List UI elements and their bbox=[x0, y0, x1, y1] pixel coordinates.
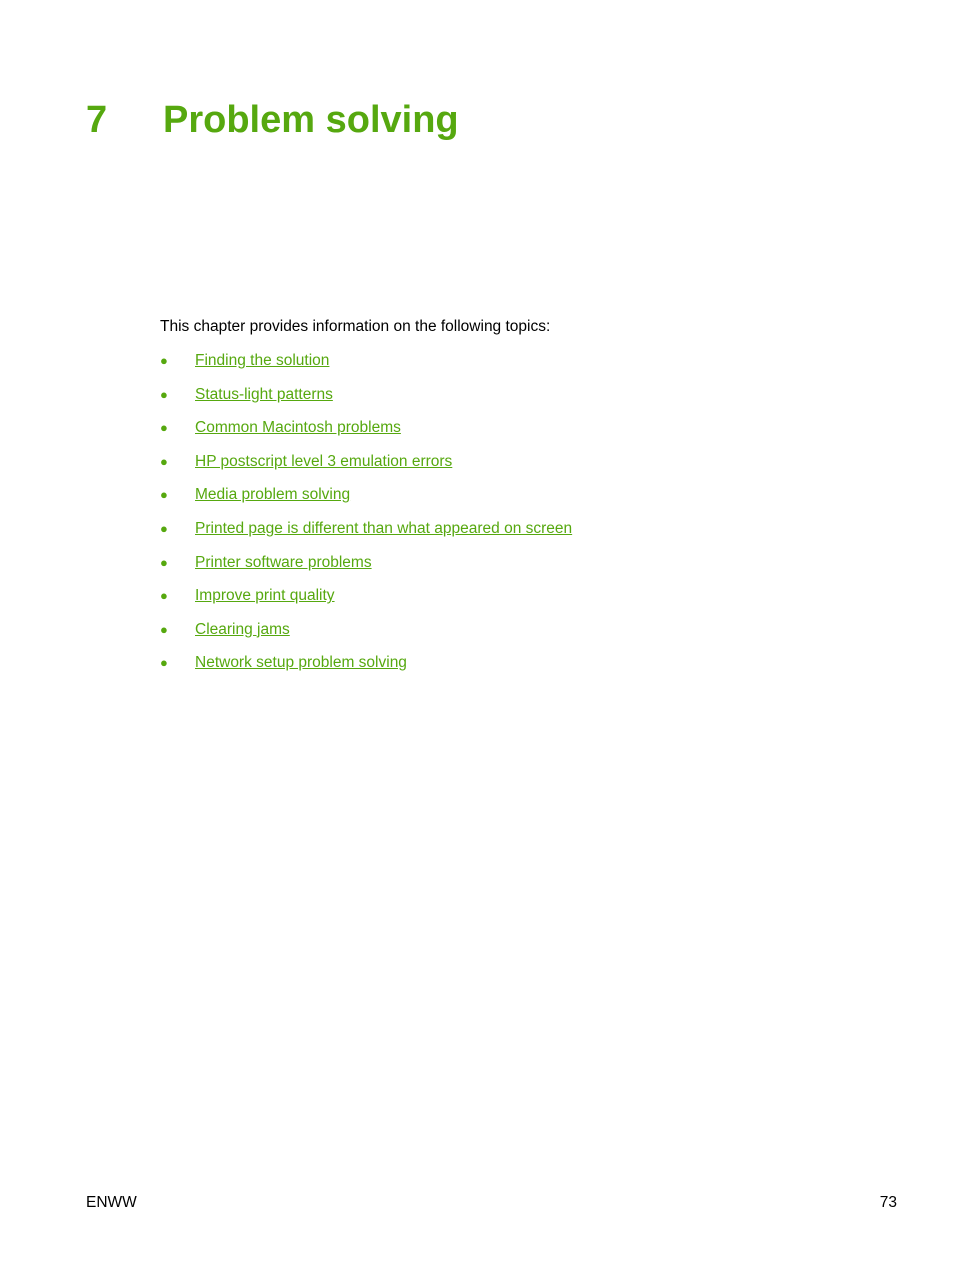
bullet-icon: ● bbox=[160, 453, 168, 469]
topic-link-clearing-jams[interactable]: Clearing jams bbox=[195, 620, 290, 638]
bullet-icon: ● bbox=[160, 386, 168, 402]
bullet-icon: ● bbox=[160, 520, 168, 536]
intro-text: This chapter provides information on the following topics: bbox=[160, 318, 551, 335]
topic-link-printer-software-problems[interactable]: Printer software problems bbox=[195, 553, 372, 571]
chapter-title: Problem solving bbox=[163, 99, 459, 141]
bullet-icon: ● bbox=[160, 621, 168, 637]
bullet-icon: ● bbox=[160, 588, 168, 604]
topic-link-finding-the-solution[interactable]: Finding the solution bbox=[195, 352, 330, 369]
footer-label: ENWW bbox=[86, 1194, 137, 1211]
topic-link-status-light-patterns[interactable]: Status-light patterns bbox=[195, 385, 333, 403]
bullet-icon: ● bbox=[160, 487, 168, 503]
chapter-heading bbox=[86, 96, 459, 144]
bullet-icon: ● bbox=[160, 353, 168, 368]
topic-link-media-problem-solving[interactable]: Media problem solving bbox=[195, 486, 351, 504]
topic-link-common-macintosh-problems[interactable]: Common Macintosh problems bbox=[195, 419, 401, 437]
topic-link-improve-print-quality[interactable]: Improve print quality bbox=[195, 587, 335, 605]
topic-link-hp-postscript-errors[interactable]: HP postscript level 3 emulation errors bbox=[195, 452, 453, 470]
page-number: 73 bbox=[879, 1194, 897, 1211]
topic-link-network-setup-problem-solving[interactable]: Network setup problem solving bbox=[195, 654, 407, 672]
topic-link-printed-page-different[interactable]: Printed page is different than what appeared on screen bbox=[195, 519, 573, 537]
bullet-icon: ● bbox=[160, 554, 168, 570]
bullet-icon: ● bbox=[160, 655, 168, 671]
bullet-icon: ● bbox=[160, 420, 168, 436]
chapter-number: 7 bbox=[86, 99, 108, 141]
